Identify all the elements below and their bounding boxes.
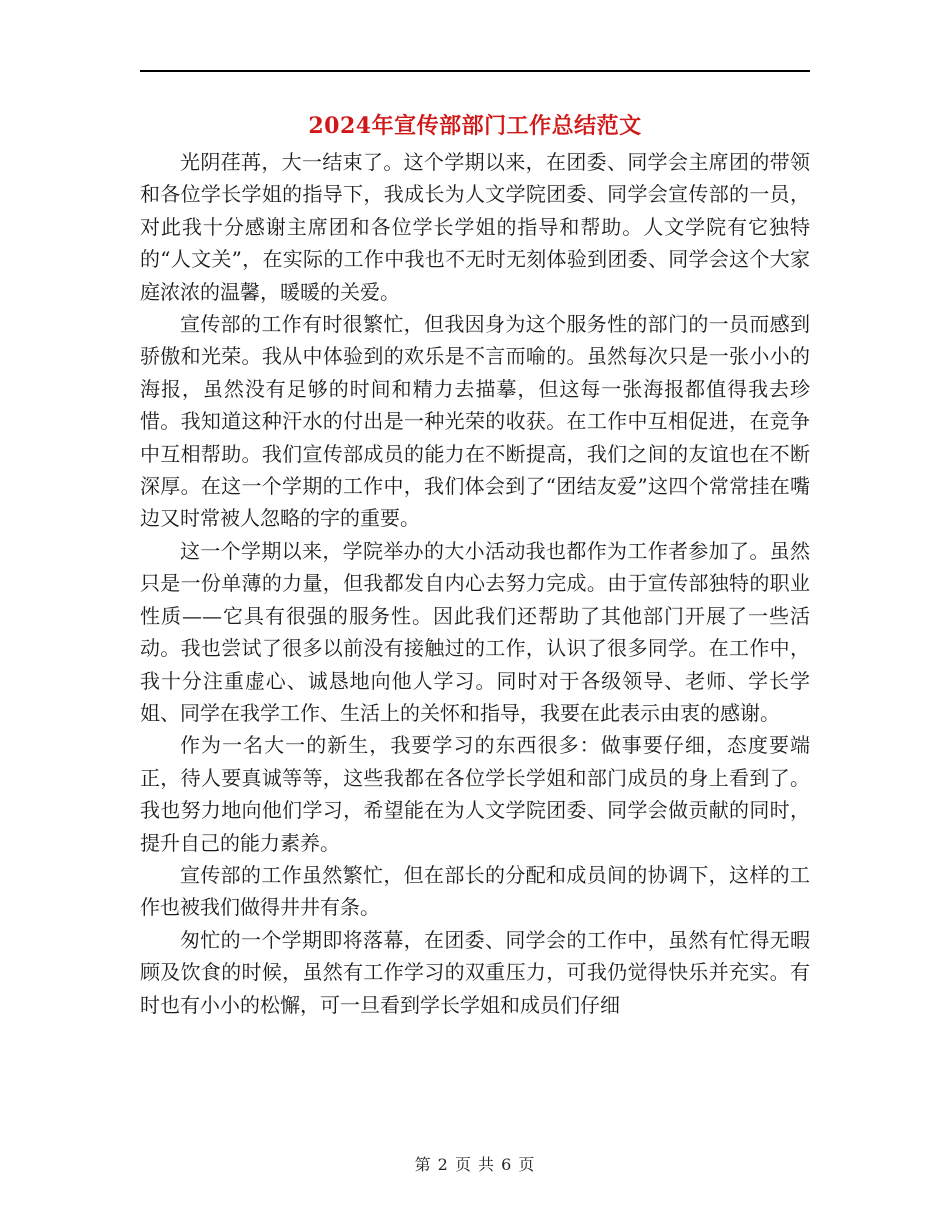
paragraph-3: 这一个学期以来，学院举办的大小活动我也都作为工作者参加了。虽然只是一份单薄的力量，但我都发自内心去努力完成。由于宣传部独特的职业性质——它具有很强的服务性。因此我们还帮助了其他部门开展了一些活动。我也尝试了很多以前没有接触过的工作，认识了很多同学。在工作中，我十分注重虚心、诚恳地向他人学习。同时对于各级领导、老师、学长学姐、同学在我学工作、生活上的关怀和指导，我要在此表示由衷的感谢。 (140, 538, 810, 725)
document-title: 2024年宣传部部门工作总结范文 (308, 113, 642, 139)
paragraph-2: 宣传部的工作有时很繁忙，但我因身为这个服务性的部门的一员而感到骄傲和光荣。我从中体验到的欢乐是不言而喻的。虽然每次只是一张小小的海报，虽然没有足够的时间和精力去描摹，但这每一张海报都值得我去珍惜。我知道这种汗水的付出是一种光荣的收获。在工作中互相促进，在竞争中互相帮助。我们宣传部成员的能力在不断提高，我们之间的友谊也在不断深厚。在这一个学期的工作中，我们体会到了“团结友爱”这四个常常挂在嘴边又时常被人忽略的字的重要。 (140, 312, 810, 531)
header-rule (140, 70, 810, 72)
paragraph-6: 匆忙的一个学期即将落幕，在团委、同学会的工作中，虽然有忙得无暇顾及饮食的时候，虽然有工作学习的双重压力，可我仍觉得快乐并充实。有时也有小小的松懈，可一旦看到学长学姐和成员们仔细 (140, 927, 810, 1017)
document-body (140, 146, 810, 1021)
paragraph-5: 宣传部的工作虽然繁忙，但在部长的分配和成员间的协调下，这样的工作也被我们做得井井有条。 (140, 862, 810, 920)
page-number-footer: 第 2 页 共 6 页 (414, 1155, 536, 1174)
paragraph-4: 作为一名大一的新生，我要学习的东西很多：做事要仔细，态度要端正，待人要真诚等等，这些我都在各位学长学姐和部门成员的身上看到了。我也努力地向他们学习，希望能在为人文学院团委、同学会做贡献的同时，提升自己的能力素养。 (140, 733, 810, 855)
paragraph-1: 光阴荏苒，大一结束了。这个学期以来，在团委、同学会主席团的带领和各位学长学姐的指导下，我成长为人文学院团委、同学会宣传部的一员，对此我十分感谢主席团和各位学长学姐的指导和帮助。人文学院有它独特的“人文关”，在实际的工作中我也不无时无刻体验到团委、同学会这个大家庭浓浓的温馨，暖暖的关爱。 (140, 150, 810, 304)
